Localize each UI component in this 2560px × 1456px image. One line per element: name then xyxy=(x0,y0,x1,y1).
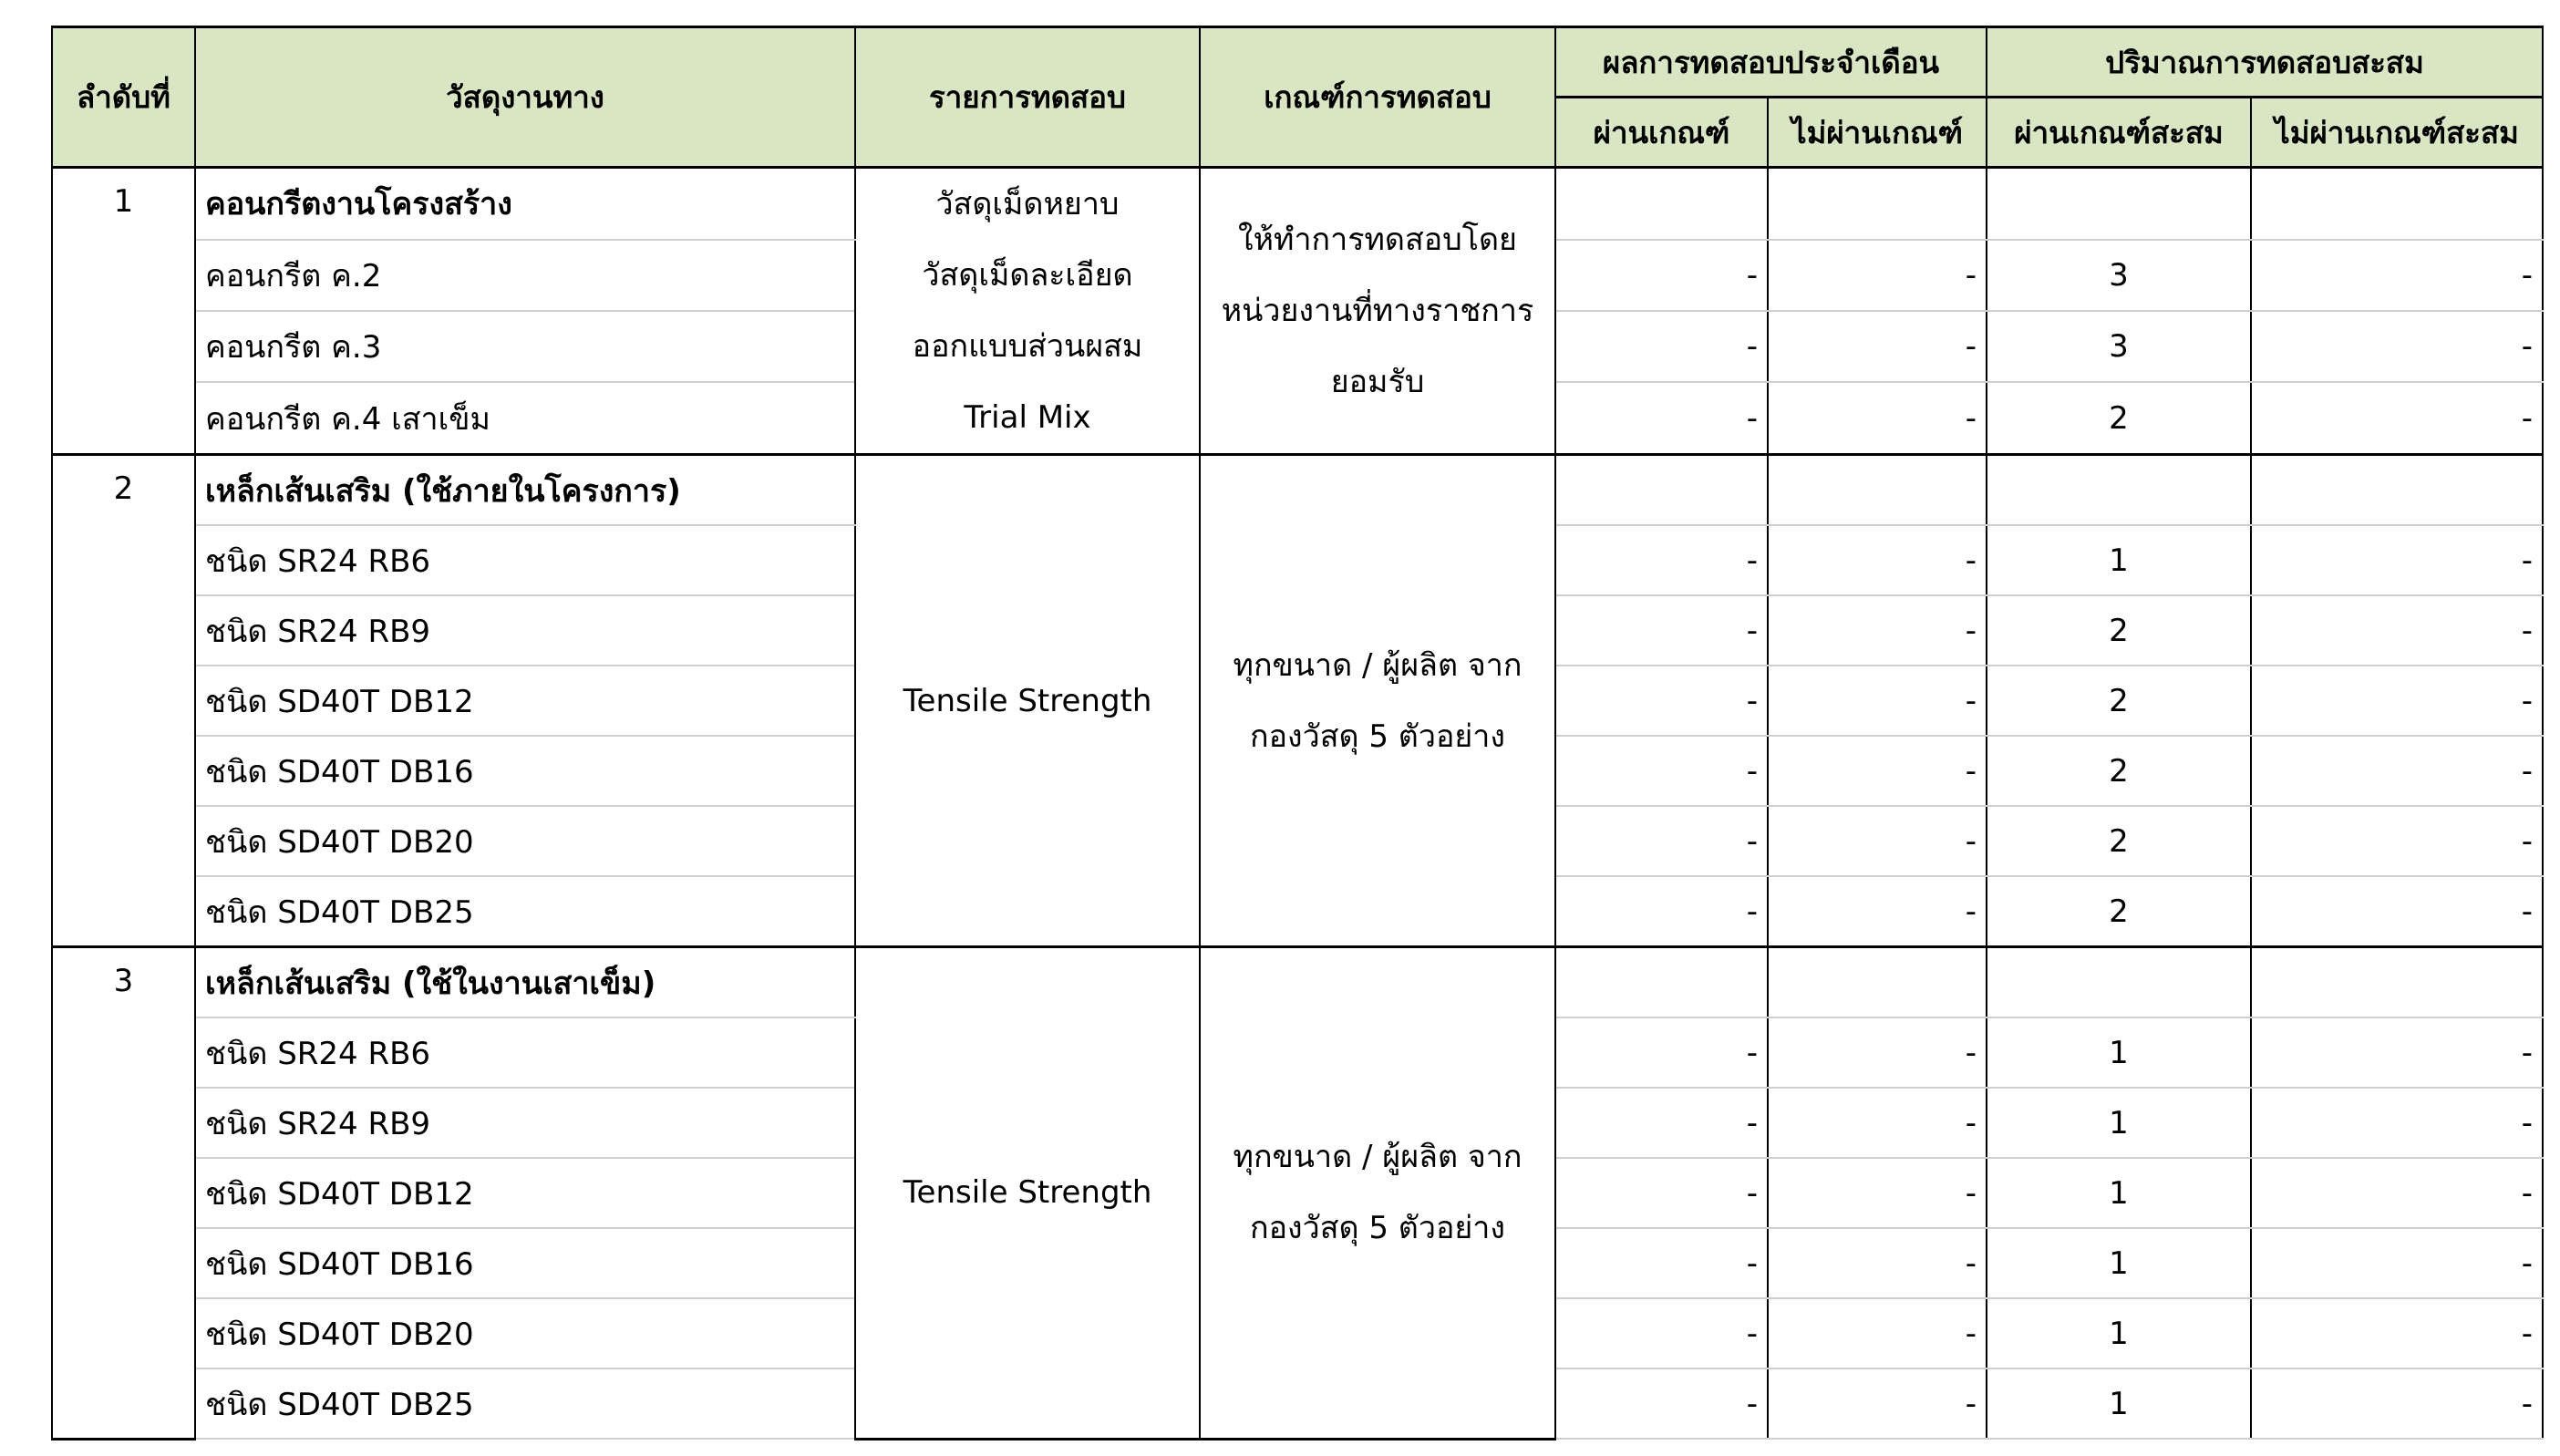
cum-pass-value: 3 xyxy=(1987,311,2251,382)
cum-fail-value: - xyxy=(2251,382,2543,454)
cum-pass-value: 2 xyxy=(1987,736,2251,806)
cum-pass-value: 1 xyxy=(1987,1228,2251,1298)
monthly-pass-value: - xyxy=(1555,806,1768,876)
monthly-fail-value: - xyxy=(1768,876,1987,947)
cum-pass-value: 1 xyxy=(1987,1158,2251,1228)
cum-fail-value: - xyxy=(2251,806,2543,876)
test-item-line: ออกแบบส่วนผสม xyxy=(912,328,1143,365)
group-number: 2 xyxy=(52,455,195,947)
material-name: ชนิด SD40T DB25 xyxy=(195,1368,855,1439)
monthly-fail-value: - xyxy=(1768,311,1987,382)
cum-pass-cell xyxy=(1987,947,2251,1018)
header-cum-pass: ผ่านเกณฑ์สะสม xyxy=(1987,98,2251,168)
criteria-line: ยอมรับ xyxy=(1330,364,1425,400)
test-item-line: Trial Mix xyxy=(964,399,1091,436)
cum-pass-value: 1 xyxy=(1987,1088,2251,1158)
group-number: 1 xyxy=(52,168,195,455)
group-title: เหล็กเส้นเสริม (ใช้ภายในโครงการ) xyxy=(195,455,855,526)
monthly-pass-value: - xyxy=(1555,1017,1768,1088)
monthly-pass-value: - xyxy=(1555,736,1768,806)
monthly-pass-value: - xyxy=(1555,666,1768,736)
monthly-pass-value: - xyxy=(1555,240,1768,311)
material-name: ชนิด SR24 RB9 xyxy=(195,1088,855,1158)
monthly-fail-value: - xyxy=(1768,1088,1987,1158)
monthly-fail-cell xyxy=(1768,455,1987,526)
monthly-pass-cell xyxy=(1555,947,1768,1018)
material-name: ชนิด SD40T DB16 xyxy=(195,736,855,806)
criteria-line: ทุกขนาด / ผู้ผลิต จาก xyxy=(1233,1139,1523,1176)
header-criteria: เกณฑ์การทดสอบ xyxy=(1200,27,1555,168)
cum-pass-value: 1 xyxy=(1987,1298,2251,1368)
monthly-pass-value: - xyxy=(1555,1298,1768,1368)
monthly-pass-value: - xyxy=(1555,1158,1768,1228)
cum-fail-value: - xyxy=(2251,736,2543,806)
header-cum-fail: ไม่ผ่านเกณฑ์สะสม xyxy=(2251,98,2543,168)
material-name: คอนกรีต ค.3 xyxy=(195,311,855,382)
material-name: ชนิด SR24 RB9 xyxy=(195,595,855,666)
monthly-fail-value: - xyxy=(1768,1017,1987,1088)
cum-fail-value: - xyxy=(2251,311,2543,382)
monthly-fail-value: - xyxy=(1768,1368,1987,1439)
material-name: ชนิด SD40T DB20 xyxy=(195,1298,855,1368)
criteria-line: ให้ทำการทดสอบโดย xyxy=(1238,222,1517,258)
monthly-pass-cell xyxy=(1555,455,1768,526)
monthly-fail-value: - xyxy=(1768,525,1987,595)
cum-fail-value: - xyxy=(2251,1368,2543,1439)
cum-pass-value: 3 xyxy=(1987,240,2251,311)
monthly-fail-value: - xyxy=(1768,806,1987,876)
header-monthly: ผลการทดสอบประจำเดือน xyxy=(1555,27,1987,98)
cum-pass-cell xyxy=(1987,168,2251,240)
material-name: ชนิด SR24 RB6 xyxy=(195,1017,855,1088)
cum-pass-cell xyxy=(1987,455,2251,526)
group-header-row xyxy=(52,168,2543,240)
cum-fail-value: - xyxy=(2251,1228,2543,1298)
monthly-fail-value: - xyxy=(1768,1158,1987,1228)
material-name: ชนิด SR24 RB6 xyxy=(195,525,855,595)
monthly-pass-value: - xyxy=(1555,1228,1768,1298)
group-test-item xyxy=(855,168,1200,455)
group-number: 3 xyxy=(52,947,195,1440)
material-name: ชนิด SD40T DB16 xyxy=(195,1228,855,1298)
cum-pass-value: 2 xyxy=(1987,806,2251,876)
test-item-line: Tensile Strength xyxy=(903,1174,1152,1212)
cum-fail-cell xyxy=(2251,947,2543,1018)
monthly-fail-cell xyxy=(1768,168,1987,240)
group-test-item xyxy=(855,947,1200,1440)
group-title: คอนกรีตงานโครงสร้าง xyxy=(195,168,855,240)
cum-pass-value: 2 xyxy=(1987,382,2251,454)
monthly-fail-value: - xyxy=(1768,595,1987,666)
group-criteria xyxy=(1200,455,1555,947)
cum-pass-value: 2 xyxy=(1987,876,2251,947)
cum-pass-value: 1 xyxy=(1987,1368,2251,1439)
monthly-pass-value: - xyxy=(1555,382,1768,454)
cum-pass-value: 2 xyxy=(1987,595,2251,666)
group-header-row xyxy=(52,947,2543,1018)
cum-fail-value: - xyxy=(2251,525,2543,595)
monthly-pass-value: - xyxy=(1555,1088,1768,1158)
material-name: ชนิด SD40T DB25 xyxy=(195,876,855,947)
monthly-fail-value: - xyxy=(1768,1298,1987,1368)
cum-fail-value: - xyxy=(2251,1298,2543,1368)
monthly-fail-value: - xyxy=(1768,240,1987,311)
group-title: เหล็กเส้นเสริม (ใช้ในงานเสาเข็ม) xyxy=(195,947,855,1018)
monthly-fail-value: - xyxy=(1768,1228,1987,1298)
material-name: ชนิด SD40T DB12 xyxy=(195,1158,855,1228)
monthly-pass-value: - xyxy=(1555,311,1768,382)
cum-fail-value: - xyxy=(2251,876,2543,947)
material-name: ชนิด SD40T DB12 xyxy=(195,666,855,736)
material-name: ชนิด SD40T DB20 xyxy=(195,806,855,876)
monthly-pass-cell xyxy=(1555,168,1768,240)
group-criteria xyxy=(1200,947,1555,1440)
cum-pass-value: 1 xyxy=(1987,525,2251,595)
criteria-line: กองวัสดุ 5 ตัวอย่าง xyxy=(1250,718,1505,755)
criteria-line: ทุกขนาด / ผู้ผลิต จาก xyxy=(1233,646,1523,684)
monthly-pass-value: - xyxy=(1555,876,1768,947)
cum-fail-value: - xyxy=(2251,1158,2543,1228)
monthly-pass-value: - xyxy=(1555,595,1768,666)
cum-fail-value: - xyxy=(2251,1017,2543,1088)
cum-fail-value: - xyxy=(2251,1088,2543,1158)
monthly-fail-value: - xyxy=(1768,382,1987,454)
group-test-item xyxy=(855,455,1200,947)
header-monthly-pass: ผ่านเกณฑ์ xyxy=(1555,98,1768,168)
header-test-item: รายการทดสอบ xyxy=(855,27,1200,168)
test-results-table xyxy=(51,26,2544,1441)
table-body xyxy=(52,168,2543,1440)
group-criteria xyxy=(1200,168,1555,455)
test-item-line: Tensile Strength xyxy=(903,682,1152,719)
header-no: ลำดับที่ xyxy=(52,27,195,168)
cum-fail-value: - xyxy=(2251,240,2543,311)
test-item-line: วัสดุเม็ดละเอียด xyxy=(922,257,1133,294)
monthly-fail-cell xyxy=(1768,947,1987,1018)
material-name: คอนกรีต ค.4 เสาเข็ม xyxy=(195,382,855,454)
cum-fail-cell xyxy=(2251,168,2543,240)
criteria-line: กองวัสดุ 5 ตัวอย่าง xyxy=(1250,1210,1505,1247)
monthly-fail-value: - xyxy=(1768,666,1987,736)
cum-fail-cell xyxy=(2251,455,2543,526)
test-item-line: วัสดุเม็ดหยาบ xyxy=(935,186,1120,222)
header-material: วัสดุงานทาง xyxy=(195,27,855,168)
cum-pass-value: 1 xyxy=(1987,1017,2251,1088)
material-name: คอนกรีต ค.2 xyxy=(195,240,855,311)
monthly-pass-value: - xyxy=(1555,525,1768,595)
cum-fail-value: - xyxy=(2251,666,2543,736)
criteria-line: หน่วยงานที่ทางราชการ xyxy=(1221,293,1534,329)
monthly-pass-value: - xyxy=(1555,1368,1768,1439)
group-header-row xyxy=(52,455,2543,526)
cum-pass-value: 2 xyxy=(1987,666,2251,736)
header-cumulative: ปริมาณการทดสอบสะสม xyxy=(1987,27,2543,98)
cum-fail-value: - xyxy=(2251,595,2543,666)
monthly-fail-value: - xyxy=(1768,736,1987,806)
header-monthly-fail: ไม่ผ่านเกณฑ์ xyxy=(1768,98,1987,168)
